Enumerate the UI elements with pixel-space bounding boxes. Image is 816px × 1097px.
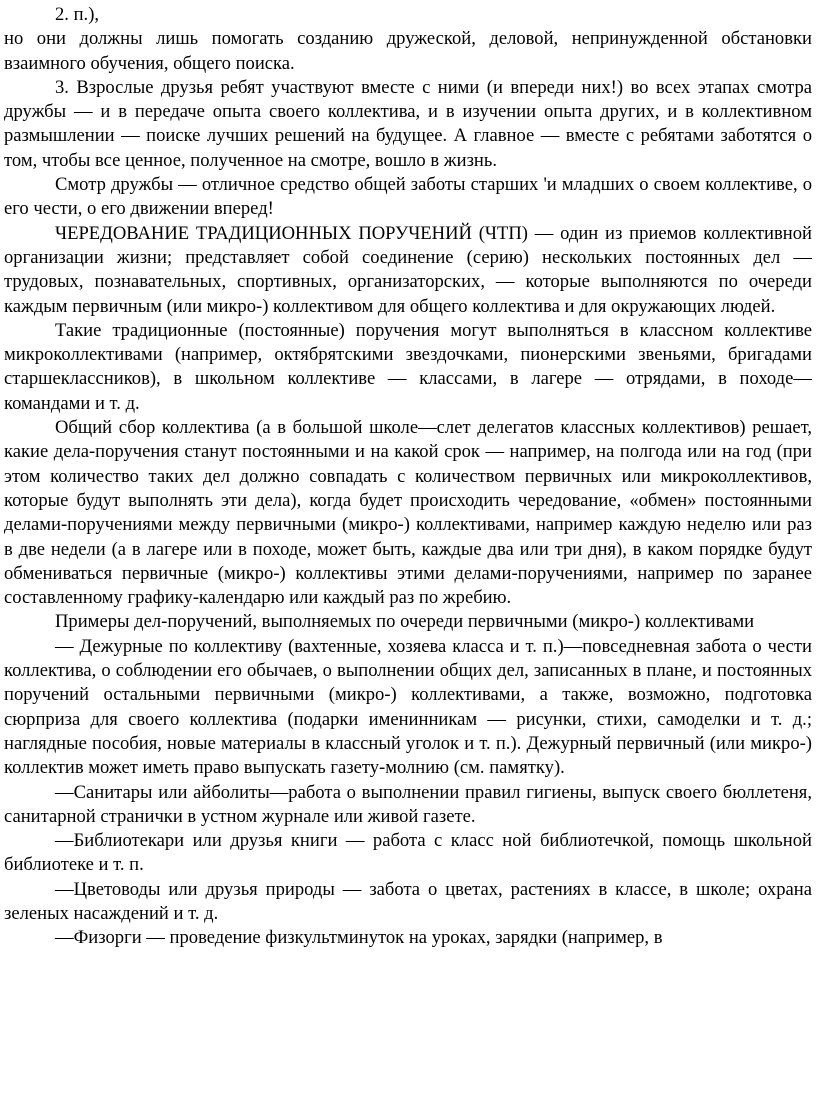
paragraph-general-meeting: Общий сбор коллектива (а в большой школе—слет делегатов классных коллективов) решает, какие дела-поручения станут постоянными и на какой срок — например, на полгода или на год (при этом количество таких дел должно совпадать с количеством первичных или микроколлективов, которые будут выполнять эти дела), когда будет происходить чередование, «обмен» постоянными делами-поручениями между первичными (микро-) коллективами, например каждую неделю или раз в две недели (а в лагере или в походе, может быть, каждые два или три дня), в каком порядке будут обмениваться первичные (микро-) коллективы этими делами-поручениями, например по заранее составленному графику-календарю или каждый раз по жребию. <box>4 417 812 609</box>
paragraph-physorgs: —Физорги — проведение физкультминуток на уроках, зарядки (например, в <box>55 927 663 949</box>
paragraph-librarians: —Библиотекари или друзья книги — работа с класс ной библиотечкой, помощь школьной библиотеке и т. п. <box>4 830 812 876</box>
paragraph-duty-officers: — Дежурные по коллективу (вахтенные, хозяева класса и т. п.)—повседневная забота о чести коллектива, о соблюдении его обычаев, о выполнении общих дел, записанных в плане, и постоянных поручений остальными первичными (микро-) коллективами, а также, возможно, подготовка сюрприза для своего коллектива (подарки именинникам — рисунки, стихи, самоделки и т. д.; наглядные пособия, новые материалы в классный уголок и т. п.). Дежурный первичный (или микро-) коллектив может иметь право выпускать газету-молнию (см. памятку). <box>4 635 812 779</box>
paragraph-continuation: но они должны лишь помогать созданию дружеской, деловой, непринужденной обстановки взаимного обучения, общего поиска. <box>4 28 812 74</box>
paragraph-flower-growers: —Цветоводы или друзья природы — забота о цветах, растениях в классе, в школе; охрана зеленых насаждений и т. д. <box>4 878 812 924</box>
paragraph-sanitary: —Санитары или айболиты—работа о выполнении правил гигиены, выпуск своего бюллетеня, санитарной странички в устном журнале или живой газете. <box>4 781 812 827</box>
paragraph-smotr-summary: Смотр дружбы — отличное средство общей заботы старших 'и младших о своем коллективе, о его чести, о его движении вперед! <box>4 174 812 220</box>
paragraph-traditional-assignments: Такие традиционные (постоянные) поручения могут выполняться в классном коллективе микроколлективами (например, октябрятскими звездочками, пионерскими звеньями, бригадами старшеклассников), в школьном коллективе — классами, в лагере — отрядами, в походе— командами и т. д. <box>4 319 812 414</box>
paragraph-item-3: 3. Взрослые друзья ребят участвуют вместе с ними (и впереди них!) во всех этапах смотра дружбы — и в передаче опыта своего коллектива, и в изучении опыта других, и в коллективном размышлении — поиске лучших решений на будущее. А главное — вместе с ребятами заботятся о том, чтобы все ценное, полученное на смотре, вошло в жизнь. <box>4 76 812 171</box>
paragraph-chtp-definition: ЧЕРЕДОВАНИЕ ТРАДИЦИОННЫХ ПОРУЧЕНИЙ (ЧТП) — один из приемов коллективной организации жизни; представляет собой соединение (серию) нескольких постоянных дел — трудовых, познавательных, спортивных, организаторских, — которые выполняются по очереди каждым первичным (или микро-) коллективом для общего коллектива и для окружающих людей. <box>4 222 812 317</box>
paragraph-list-continuation: 2. п.), <box>55 4 100 25</box>
paragraph-examples-heading: Примеры дел-поручений, выполняемых по очереди первичными (микро-) коллективами <box>55 611 755 633</box>
